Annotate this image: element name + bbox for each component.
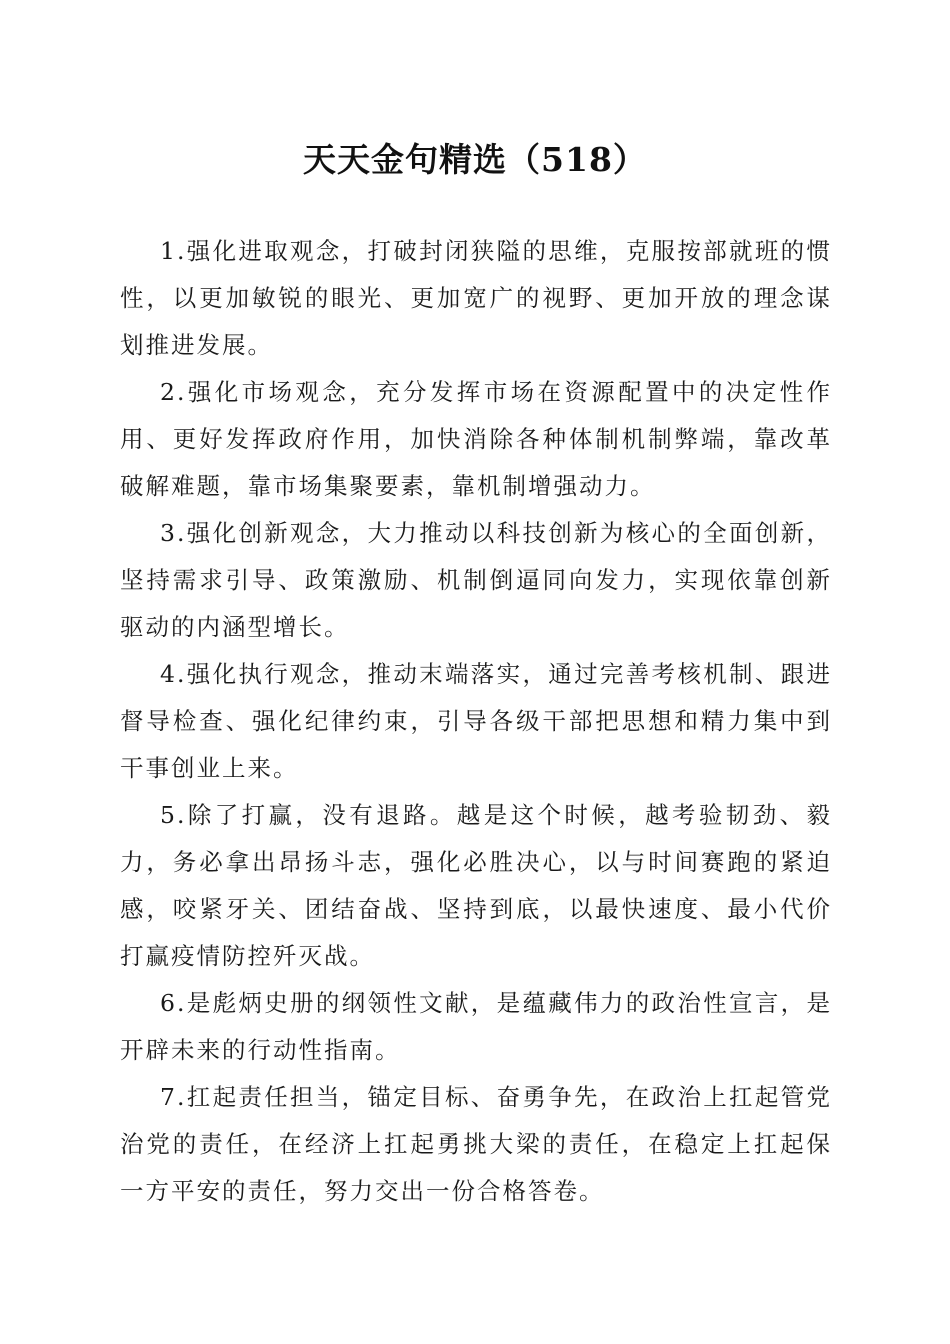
document-title: 天天金句精选（518） [303,140,647,179]
paragraph-6: 6.是彪炳史册的纲领性文献，是蕴藏伟力的政治性宣言，是开辟未来的行动性指南。 [120,989,832,1064]
document-body [120,228,832,1215]
paragraph-1: 1.强化进取观念，打破封闭狭隘的思维，克服按部就班的惯性，以更加敏锐的眼光、更加宽广的视野、更加开放的理念谋划推进发展。 [120,237,832,359]
paragraph-5: 5.除了打赢，没有退路。越是这个时候，越考验韧劲、毅力，务必拿出昂扬斗志，强化必胜决心，以与时间赛跑的紧迫感，咬紧牙关、团结奋战、坚持到底，以最快速度、最小代价打赢疫情防控歼灭战。 [120,801,832,970]
paragraph-3: 3.强化创新观念，大力推动以科技创新为核心的全面创新，坚持需求引导、政策激励、机制倒逼同向发力，实现依靠创新驱动的内涵型增长。 [120,519,832,641]
paragraph-4: 4.强化执行观念，推动末端落实，通过完善考核机制、跟进督导检查、强化纪律约束，引导各级干部把思想和精力集中到干事创业上来。 [120,660,832,782]
paragraph-2: 2.强化市场观念，充分发挥市场在资源配置中的决定性作用、更好发挥政府作用，加快消除各种体制机制弊端，靠改革破解难题，靠市场集聚要素，靠机制增强动力。 [120,378,832,500]
paragraph-7: 7.扛起责任担当，锚定目标、奋勇争先，在政治上扛起管党治党的责任，在经济上扛起勇挑大梁的责任，在稳定上扛起保一方平安的责任，努力交出一份合格答卷。 [120,1083,832,1205]
